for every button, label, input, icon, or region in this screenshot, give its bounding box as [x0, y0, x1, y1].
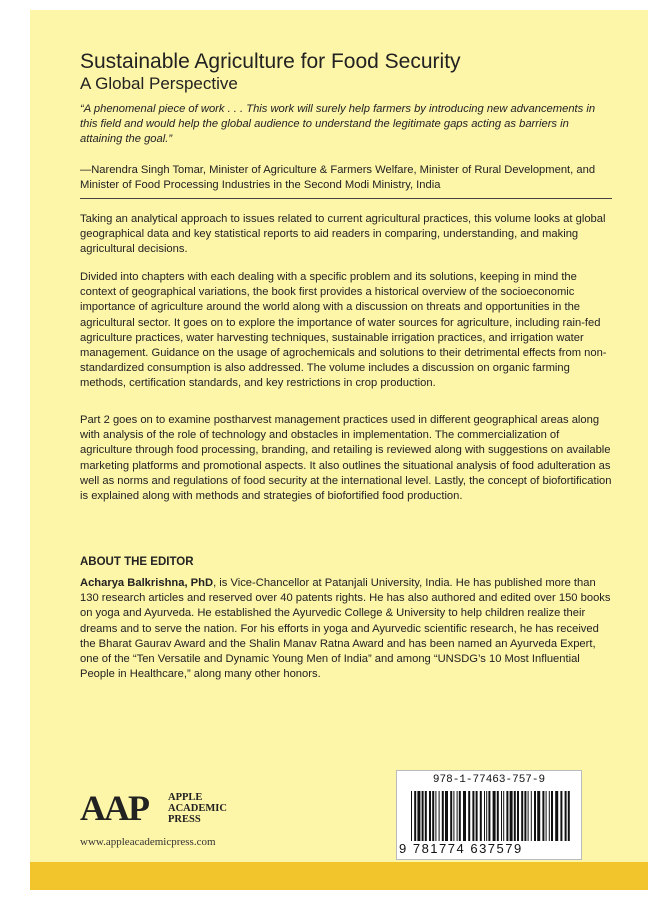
barcode-bar: [422, 791, 424, 841]
back-cover: [30, 10, 648, 890]
barcode-bar: [514, 791, 516, 841]
barcode-bar: [417, 791, 420, 841]
barcode-bar: [435, 791, 436, 841]
barcode-bar: [439, 791, 440, 841]
barcode-bar: [459, 791, 461, 841]
barcode-bar: [450, 791, 452, 841]
isbn-barcode: [396, 770, 582, 860]
barcode-bar: [565, 791, 567, 841]
barcode-bar: [551, 791, 553, 841]
barcode-bar: [549, 791, 550, 841]
publisher-name: [168, 792, 227, 825]
barcode-bar: [534, 791, 536, 841]
barcode-bar: [488, 791, 490, 841]
barcode-bar: [537, 791, 540, 841]
editor-bio-text: , is Vice-Chancellor at Patanjali University, India. He has published more than 130 research articles and reserved over 40 patents rights. He has also authored and edited over 150 books on yoga and Ayurveda. He established the Ayurvedic College & University to help children realize their dreams and to serve the nation. For his efforts in yoga and Ayurvedic scientific research, he has received the Bharat Gaurav Award and the Shalin Manav Ratna Award and has been named an Ayurveda Expert, one of the “Ten Versatile and Dynamic Young Men of India” and among “UNSDG’s 10 Most Influential People in Healthcare,” along many other honors.: [80, 577, 611, 681]
ean-digits: 9 781774 637579: [399, 841, 523, 856]
description-paragraph: Part 2 goes on to examine postharvest management practices used in different geographical areas along with analysis of the role of technology and obstacles in implementation. The commercialization of agriculture through food processing, branding, and retailing is reviewed along with suggestions on available marketing platforms and promotional aspects. It also outlines the situational analysis of food adulteration as well as norms and regulations of food security at the international level. Lastly, the concept of biofortification is explained along with methods and strategies of biofortified food production.: [80, 414, 612, 503]
barcode-bar: [503, 791, 504, 841]
barcode-bar: [476, 791, 478, 841]
barcode-bar: [555, 791, 558, 841]
aap-logo-mark: AAP: [80, 788, 148, 828]
barcode-bar: [521, 791, 523, 841]
description-paragraph: Divided into chapters with each dealing with a specific problem and its solutions, keeping in mind the context of geographical variations, the book first provides a historical overview of the socioeconomic importance of agriculture around the world along with a discussion on threats and opportunities in the agricultural sector. It goes on to explore the importance of water sources for agriculture, including rain-fed agriculture practices, water harvesting techniques, sustainable irrigation practices, and irrigation water management. Guidance on the usage of agrochemicals and solutions to their detrimental effects from non-standardized consumption is also addressed. The volume includes a discussion on organic farming methods, certification standards, and key restrictions in crop production.: [80, 271, 607, 390]
description-paragraph: Taking an analytical approach to issues related to current agricultural practices, this volume looks at global geographical data and key statistical reports to aid readers in comparing, understanding, and making agricultural decisions.: [80, 213, 606, 256]
barcode-bar: [429, 791, 431, 841]
isbn-text: 978-1-77463-757-9: [432, 774, 546, 786]
publisher-name-line: ACADEMIC: [168, 803, 227, 814]
barcode-bar: [432, 791, 434, 841]
book-subtitle: A Global Perspective: [80, 74, 238, 93]
barcode-bar: [510, 791, 513, 841]
barcode-bar: [425, 791, 427, 841]
publisher-url: www.appleacademicpress.com: [80, 836, 216, 848]
barcode-bar: [486, 791, 487, 841]
bottom-color-band: [30, 862, 648, 890]
barcode-bar: [524, 791, 526, 841]
barcode-bar: [442, 791, 444, 841]
editor-bio: [80, 576, 612, 682]
barcode-bar: [568, 791, 570, 841]
barcode-bar: [453, 791, 454, 841]
about-editor-heading: ABOUT THE EDITOR: [80, 556, 194, 568]
barcode-bar: [472, 791, 474, 841]
quote-attribution: —Narendra Singh Tomar, Minister of Agriculture & Farmers Welfare, Minister of Rural Development, and Minister of Food Processing Industries in the Second Modi Ministry, India: [80, 164, 596, 192]
barcode-bar: [497, 791, 499, 841]
endorsement-quote: “A phenomenal piece of work . . . This work will surely help farmers by introducing new advancements in this field and would help the global audience to understand the legitimate gaps acting as barriers in attaining the goal.”: [80, 103, 596, 146]
barcode-bars: [411, 791, 571, 841]
barcode-bar: [493, 791, 496, 841]
barcode-bar: [484, 791, 485, 841]
barcode-bar: [560, 791, 562, 841]
editor-name: Acharya Balkrishna, PhD: [80, 577, 214, 589]
barcode-bar: [542, 791, 544, 841]
book-title: Sustainable Agriculture for Food Security: [80, 50, 461, 73]
barcode-bar: [468, 791, 470, 841]
barcode-bar: [414, 791, 416, 841]
barcode-bar: [457, 791, 458, 841]
publisher-name-line: PRESS: [168, 814, 201, 825]
barcode-bar: [480, 791, 482, 841]
barcode-bar: [463, 791, 466, 841]
barcode-bar: [445, 791, 448, 841]
barcode-bar: [517, 791, 519, 841]
divider: [80, 198, 612, 199]
barcode-bar: [546, 791, 547, 841]
publisher-name-line: APPLE: [168, 792, 203, 803]
barcode-bar: [528, 791, 529, 841]
barcode-bar: [501, 791, 502, 841]
barcode-bar: [411, 791, 412, 841]
barcode-bar: [531, 791, 532, 841]
barcode-bar: [506, 791, 508, 841]
